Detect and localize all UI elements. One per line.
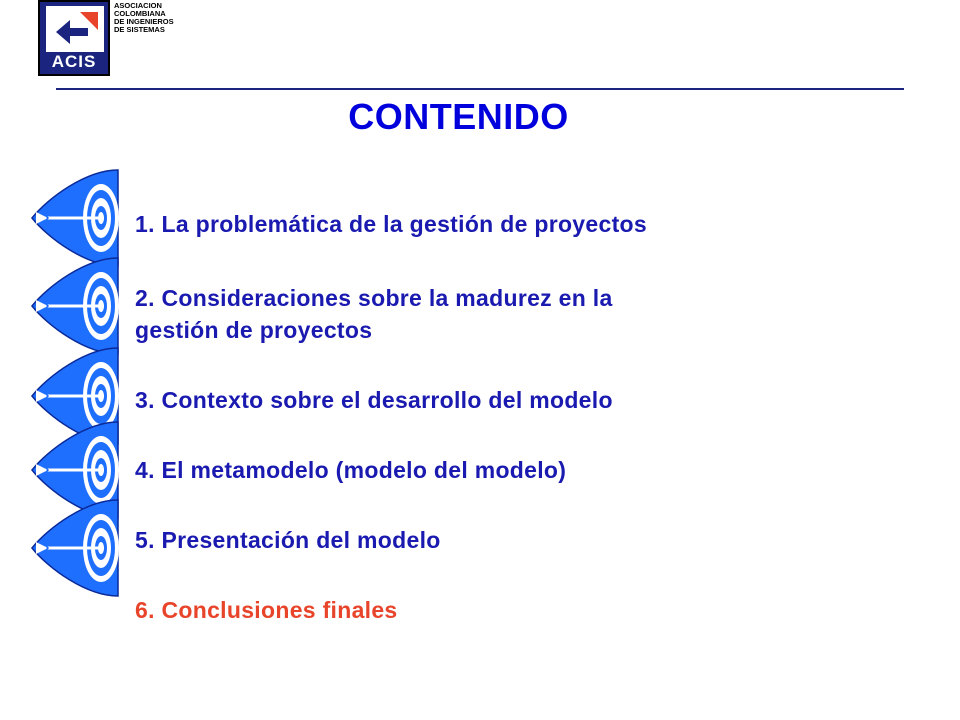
page-title: CONTENIDO — [348, 96, 569, 137]
agenda-item: 1. La problemática de la gestión de proyectos — [135, 211, 647, 237]
logo-mark — [38, 0, 110, 76]
logo-line: ASOCIACION — [114, 1, 162, 10]
agenda-item: 2. Consideraciones sobre la madurez en la gestión de proyectos — [135, 285, 613, 343]
target-graphic — [26, 256, 126, 356]
target-arrow-icon — [26, 168, 126, 268]
agenda-item: 4. El metamodelo (modelo del modelo) — [135, 457, 567, 483]
logo-text — [114, 2, 204, 34]
target-arrow-icon — [26, 498, 126, 598]
target-arrow-icon — [26, 256, 126, 356]
acis-logo — [38, 0, 198, 80]
logo-line: DE SISTEMAS — [114, 25, 165, 34]
logo-line: COLOMBIANA — [114, 9, 166, 18]
agenda-item: 5. Presentación del modelo — [135, 527, 441, 553]
target-graphic — [26, 498, 126, 598]
agenda-item: 3. Contexto sobre el desarrollo del modelo — [135, 387, 613, 413]
target-icons — [26, 168, 136, 588]
header-rule — [56, 88, 904, 90]
logo-abbr: ACIS — [51, 52, 97, 71]
logo-line: DE INGENIEROS — [114, 17, 174, 26]
target-graphic — [26, 168, 126, 268]
agenda-item-current: 6. Conclusiones finales — [135, 597, 398, 623]
